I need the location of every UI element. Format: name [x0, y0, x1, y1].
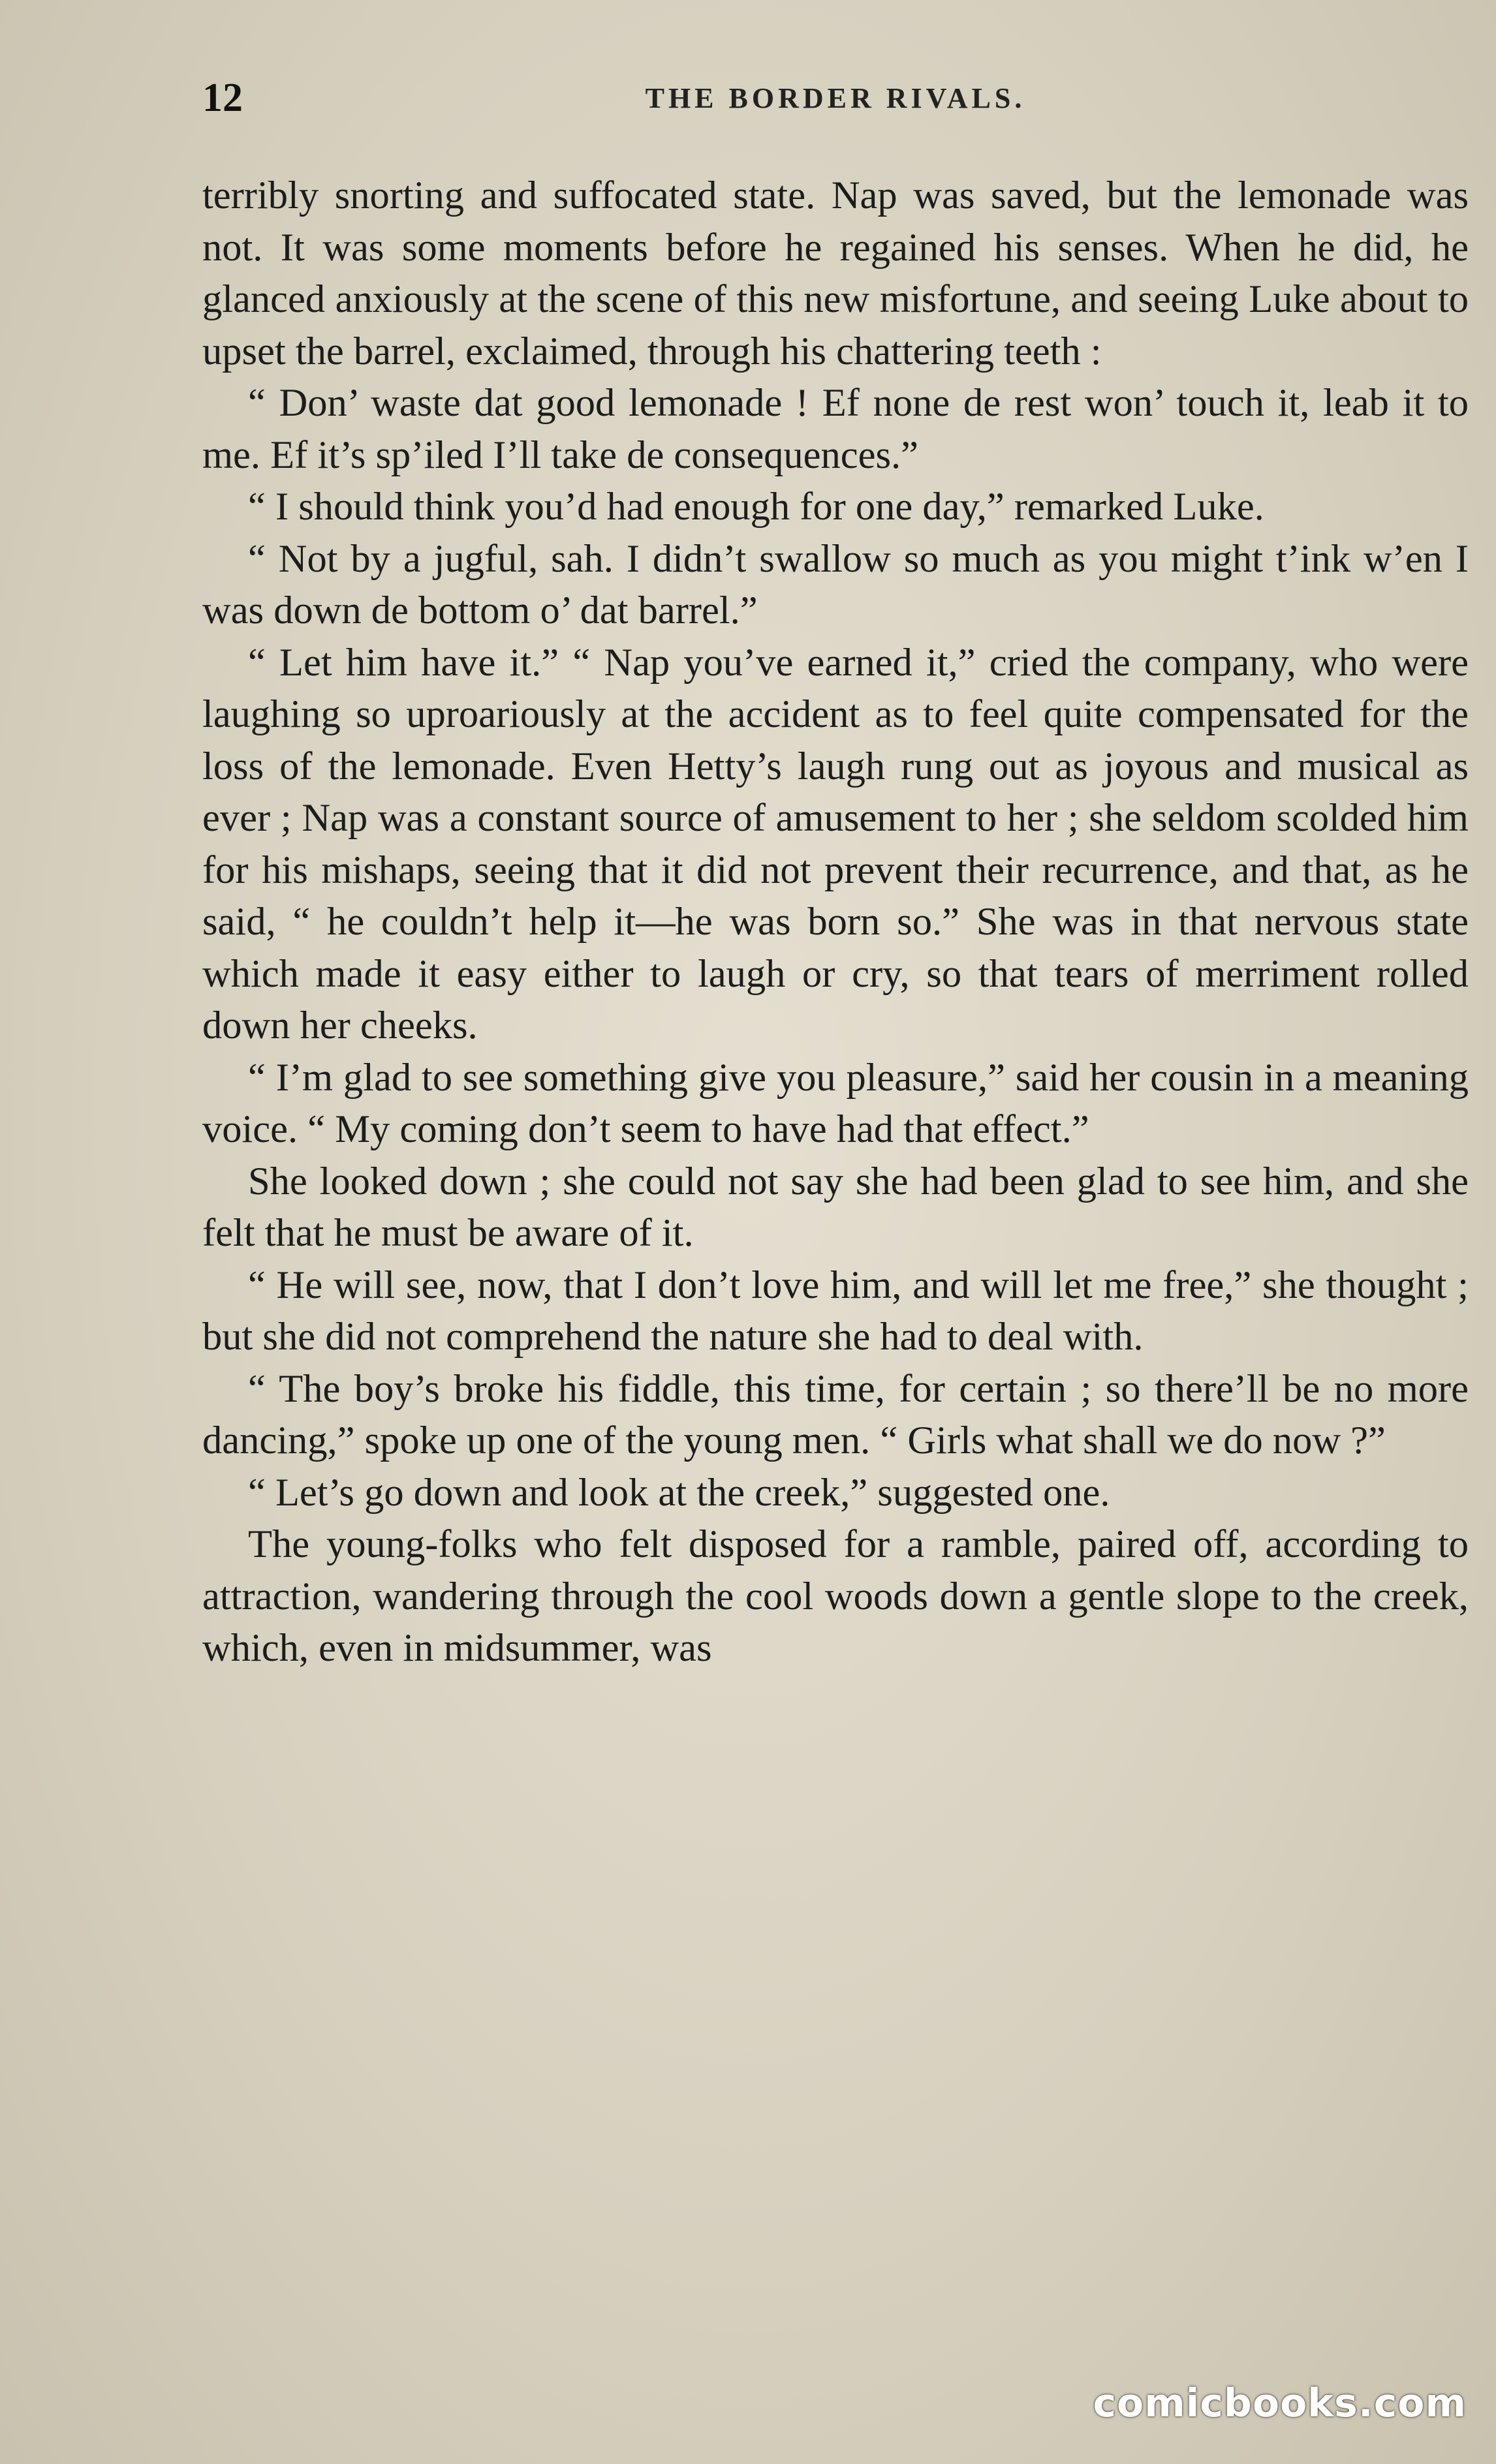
page-header: [202, 75, 1469, 127]
paragraph: “ Let’s go down and look at the creek,” suggested one.: [248, 1470, 1110, 1515]
paragraph: “ The boy’s broke his fiddle, this time, for certain ; so there’ll be no more dancing,” spoke up one of the young men. “ Girls what shall we do now ?”: [202, 1366, 1469, 1462]
watermark: comicbooks.com: [1093, 2380, 1467, 2426]
paragraph: “ I should think you’d had enough for one day,” remarked Luke.: [248, 485, 1264, 529]
body-text: [202, 170, 1469, 1674]
paragraph: “ I’m glad to see something give you pleasure,” said her cousin in a meaning voice. “ My coming don’t seem to have had that effect.”: [202, 1055, 1469, 1151]
paragraph: “ Let him have it.” “ Nap you’ve earned it,” cried the company, who were laughing so uproariously at the accident as to feel quite compensated for the loss of the lemonade. Even Hetty’s laugh rung out as joyous and musical as ever ; Nap was a constant source of amusement to her ; she seldom scolded him for his mishaps, seeing that it did not prevent their recurrence, and that, as he said, “ he couldn’t help it—he was born so.” She was in that nervous state which made it easy either to laugh or cry, so that tears of merriment rolled down her cheeks.: [202, 640, 1469, 1047]
page-number: 12: [202, 76, 243, 120]
paragraph: The young-folks who felt disposed for a ramble, paired off, according to attraction, wandering through the cool woods down a gentle slope to the creek, which, even in midsummer, was: [202, 1522, 1469, 1670]
running-head: THE BORDER RIVALS.: [645, 82, 1026, 114]
paragraph: “ Not by a jugful, sah. I didn’t swallow so much as you might t’ink w’en I was down de bottom o’ dat barrel.”: [202, 536, 1469, 632]
paragraph: terribly snorting and suffocated state. Nap was saved, but the lemonade was not. It was some moments before he regained his senses. When he did, he glanced anxiously at the scene of this new misfortune, and seeing Luke about to upset the barrel, exclaimed, through his chattering teeth :: [202, 174, 1469, 373]
paragraph: “ Don’ waste dat good lemonade ! Ef none de rest won’ touch it, leab it to me. Ef it’s sp’iled I’ll take de consequences.”: [202, 381, 1469, 477]
paragraph: “ He will see, now, that I don’t love him, and will let me free,” she thought ; but she did not comprehend the nature she had to deal with.: [202, 1263, 1469, 1359]
paragraph: She looked down ; she could not say she had been glad to see him, and she felt that he must be aware of it.: [202, 1159, 1469, 1255]
